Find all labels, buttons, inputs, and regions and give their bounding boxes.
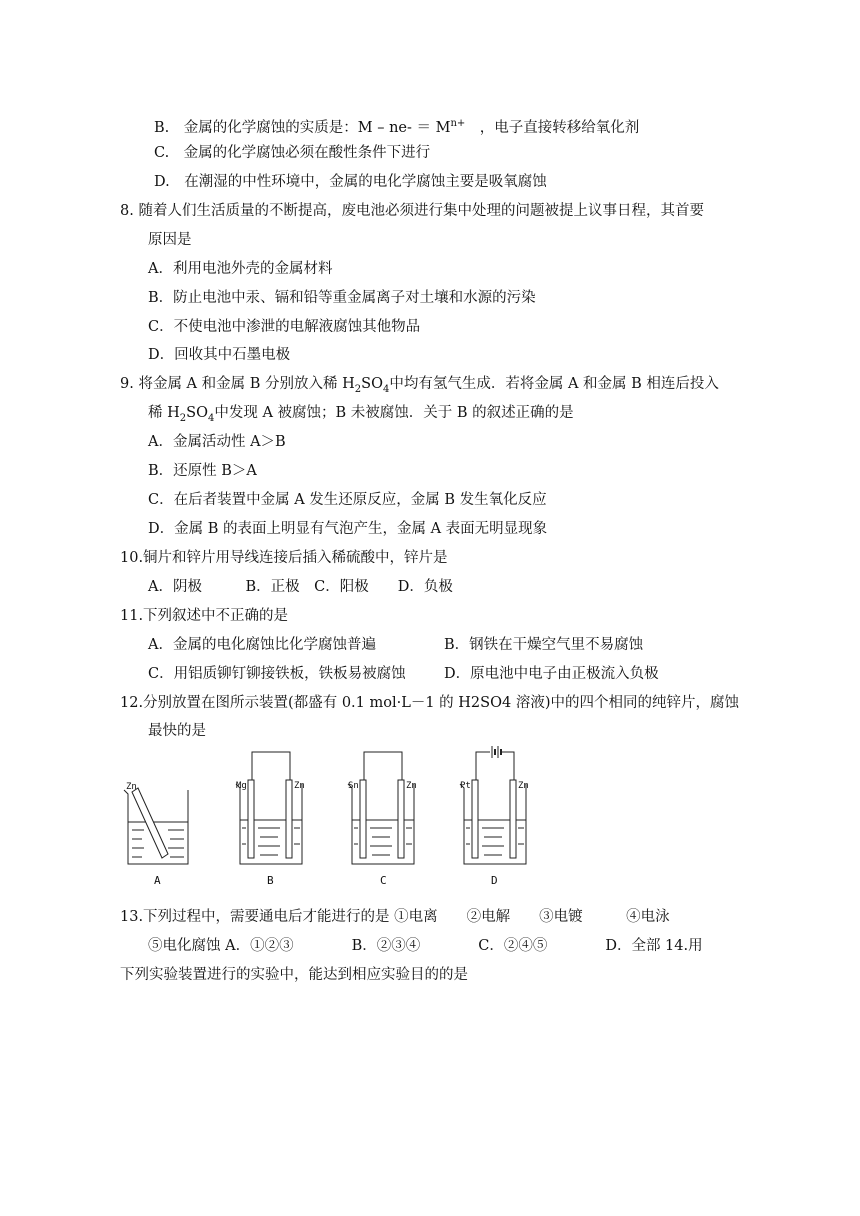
q9-option-d: D．金属 B 的表面上明显有气泡产生，金属 A 表面无明显现象 [148, 521, 548, 537]
electrode-label-d1: Pt [460, 781, 471, 791]
q13-line2: ⑤电化腐蚀 A．①②③ B．②③④ C．②④⑤ D．全部 14.用 [148, 938, 703, 954]
beaker-label-d: D [491, 874, 498, 887]
sub-4: 4 [382, 383, 390, 395]
beaker-c [348, 752, 414, 864]
wire-b [252, 752, 290, 780]
beaker-label-c: C [380, 874, 387, 887]
q7-option-b [154, 114, 639, 138]
electrode-label-c2: Zn [406, 781, 417, 791]
wire-c [364, 752, 402, 780]
electrode-label-c1: Sn [348, 781, 359, 791]
q11-stem: 11.下列叙述中不正确的是 [120, 608, 289, 624]
q7-option-b-text: B. 金属的化学腐蚀的实质是：M – ne- ＝ M [154, 119, 451, 136]
electrode-label-b1: Mg [236, 781, 247, 791]
q12-stem-line2: 最快的是 [148, 723, 206, 739]
zn-electrode-b [286, 780, 292, 858]
wire-d [476, 752, 514, 780]
electrode-label-d2: Zn [518, 781, 529, 791]
q9-stem-1c: 中均有氢气生成．若将金属 A 和金属 B 相连后投入 [389, 376, 719, 392]
beaker-figure [118, 744, 538, 894]
beaker-b [236, 752, 302, 864]
q8-stem-line1: 8. 随着人们生活质量的不断提高，废电池必须进行集中处理的问题被提上议事日程，其首要 [120, 203, 704, 219]
q11-option-c: C．用铝质铆钉铆接铁板，铁板易被腐蚀 [148, 666, 406, 682]
q10-stem: 10.铜片和锌片用导线连接后插入稀硫酸中，锌片是 [120, 550, 448, 566]
q14-line: 下列实验装置进行的实验中，能达到相应实验目的的是 [120, 967, 468, 983]
electrode-label-a1: Zn [126, 782, 137, 792]
q8-stem-line2: 原因是 [148, 232, 192, 248]
sub-2: 2 [179, 412, 187, 424]
zn-electrode-d [510, 780, 516, 858]
q11-option-d: D．原电池中电子由正极流入负极 [444, 666, 659, 682]
q7-option-c: C. 金属的化学腐蚀必须在酸性条件下进行 [154, 145, 431, 161]
q9-stem-line2 [148, 403, 574, 429]
sn-electrode [360, 780, 366, 858]
q9-stem-1b: SO [361, 376, 383, 392]
sub-2: 2 [354, 383, 362, 395]
q11-option-b: B．钢铁在干燥空气里不易腐蚀 [444, 637, 644, 653]
beaker-d [460, 746, 526, 864]
q7-option-d: D. 在潮湿的中性环境中，金属的电化学腐蚀主要是吸氧腐蚀 [154, 174, 547, 190]
q10-options: A．阴极 B．正极 C．阳极 D．负极 [148, 579, 453, 595]
q9-option-c: C．在后者装置中金属 A 发生还原反应，金属 B 发生氧化反应 [148, 492, 547, 508]
beaker-a [124, 788, 188, 864]
q8-option-d: D．回收其中石墨电极 [148, 347, 291, 363]
sub-4: 4 [207, 412, 215, 424]
beaker-label-b: B [267, 874, 274, 887]
q7-option-b-sup: n+ [450, 118, 466, 129]
battery-icon [492, 746, 501, 758]
q11-option-a: A．金属的电化腐蚀比化学腐蚀普遍 [148, 637, 376, 653]
q8-option-a: A．利用电池外壳的金属材料 [148, 261, 333, 277]
q8-option-b: B．防止电池中汞、镉和铅等重金属离子对土壤和水源的污染 [148, 290, 536, 306]
beaker-label-a: A [154, 874, 161, 887]
q9-stem-line1 [120, 374, 719, 400]
electrode-label-b2: Zn [294, 781, 305, 791]
pt-electrode [472, 780, 478, 858]
zn-electrode-c [398, 780, 404, 858]
q12-stem-line1: 12.分别放置在图所示装置(都盛有 0.1 mol·L－1 的 H2SO4 溶液)中的四个相同的纯锌片，腐蚀 [120, 695, 739, 711]
q7-option-b-tail: ，电子直接转移给氧化剂 [479, 119, 640, 136]
q13-line1: 13.下列过程中，需要通电后才能进行的是 ①电离 ②电解 ③电镀 ④电泳 [120, 909, 670, 925]
q9-stem-1a: 9. 将金属 A 和金属 B 分别放入稀 H [120, 376, 355, 392]
q9-option-a: A．金属活动性 A＞B [148, 434, 286, 450]
mg-electrode [248, 780, 254, 858]
q9-stem-2a: 稀 H [148, 405, 180, 421]
q9-stem-2c: 中发现 A 被腐蚀；B 未被腐蚀．关于 B 的叙述正确的是 [214, 405, 574, 421]
q9-stem-2b: SO [186, 405, 208, 421]
q9-option-b: B．还原性 B＞A [148, 463, 257, 479]
q8-option-c: C．不使电池中渗泄的电解液腐蚀其他物品 [148, 319, 421, 335]
